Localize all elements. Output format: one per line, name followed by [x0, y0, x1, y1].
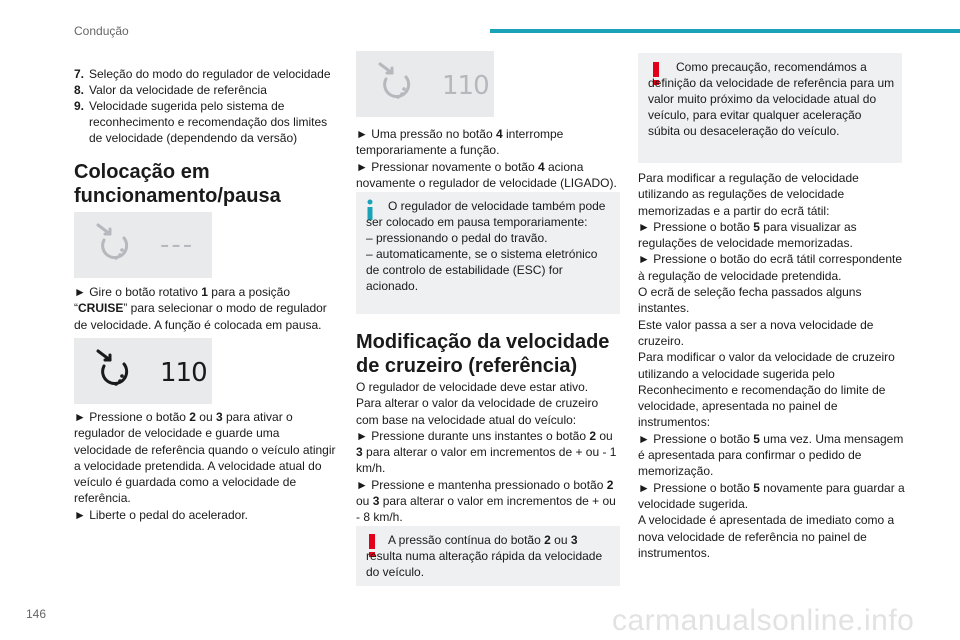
- list-item: 8. Valor da velocidade de referência: [74, 83, 267, 97]
- display-value: 110: [442, 71, 489, 101]
- display-paused: [74, 212, 212, 278]
- display-value: ---: [160, 230, 195, 260]
- list-item: 7. Seleção do modo do regulador de velocidade: [74, 67, 331, 81]
- paragraph-modify: O regulador de velocidade deve estar ativo. Para alterar o valor da velocidade de cruzeiro com base na velocidade atual do veículo: ► Pressione durante uns instantes o botão 2 ou 3 para alterar o valor em incrementos de + ou - 1 km/h. ► Pressione e mantenha pressionado o botão 2 ou 3 para alterar o valor em incrementos de + ou - 8 km/h.: [356, 380, 617, 525]
- header-accent-bar: [490, 29, 960, 33]
- heading-modify-speed: Modificação da velocidade de cruzeiro (referência): [356, 331, 610, 377]
- note-line: – automaticamente, se o sistema eletrónico de controlo de estabilidade (ESC) for acionado.: [366, 247, 598, 293]
- info-note: [356, 192, 620, 314]
- section-title: Condução: [74, 24, 129, 38]
- display-active: [74, 338, 212, 404]
- display-value: 110: [160, 358, 207, 388]
- legend-list: [74, 66, 338, 146]
- warning-note: Como precaução, recomendámos a definição da velocidade de referência para um valor muito próximo da velocidade atual do veículo, para evitar qualquer aceleração súbita ou desaceleração do veículo.: [638, 53, 902, 163]
- paragraph-rotate: ► Gire o botão rotativo 1 para a posição “CRUISE” para selecionar o modo de regulador de velocidade. A função é colocada em pausa.: [74, 285, 327, 332]
- paragraph-button4: ► Uma pressão no botão 4 interrompe temporariamente a função. ► Pressionar novamente o botão 4 aciona novamente o regulador de velocidade (LIGADO).: [356, 127, 617, 190]
- page-number: 146: [26, 607, 47, 621]
- note-line: – pressionando o pedal do travão.: [366, 231, 548, 245]
- watermark: carmanualsonline.info: [612, 604, 915, 637]
- note-line: O regulador de velocidade também pode ser colocado em pausa temporariamente:: [366, 199, 606, 229]
- paragraph-activate: ► Pressione o botão 2 ou 3 para ativar o regulador de velocidade e guarde uma velocidade de referência quando o veículo atingir a velocidade pretendida. A velocidade atual do veículo é guardada como a velocidade de referência. ► Liberte o pedal do acelerador.: [74, 410, 336, 522]
- list-item: 9. Velocidade sugerida pelo sistema de reconhecimento e recomendação dos limites de velocidade (dependendo da versão): [74, 99, 328, 145]
- heading-start-pause: Colocação em funcionamento/pausa: [74, 161, 281, 207]
- display-suspended: [356, 51, 494, 117]
- warning-note: A pressão contínua do botão 2 ou 3 resulta numa alteração rápida da velocidade do veículo.: [356, 526, 620, 586]
- paragraph-memorized: Para modificar a regulação de velocidade utilizando as regulações de velocidade memorizadas e a partir do ecrã tátil: ► Pressione o botão 5 para visualizar as regulações de velocidade memorizadas. ► Pressione o botão do ecrã tátil correspondente à regulação de velocidade pretendida. O ecrã de seleção fecha passados alguns instantes. Este valor passa a ser a nova velocidade de cruzeiro. Para modificar o valor da velocidade de cruzeiro utilizando a velocidade sugerida pelo Reconhecimento e recomendação do limite de velocidade, apresentada no painel de instrumentos: ► Pressione o botão 5 uma vez. Uma mensagem é apresentada para confirmar o pedido de memorização. ► Pressione o botão 5 novamente para guardar a velocidade sugerida. A velocidade é apresentada de imediato como a nova velocidade de referência no painel de instrumentos.: [638, 171, 905, 560]
